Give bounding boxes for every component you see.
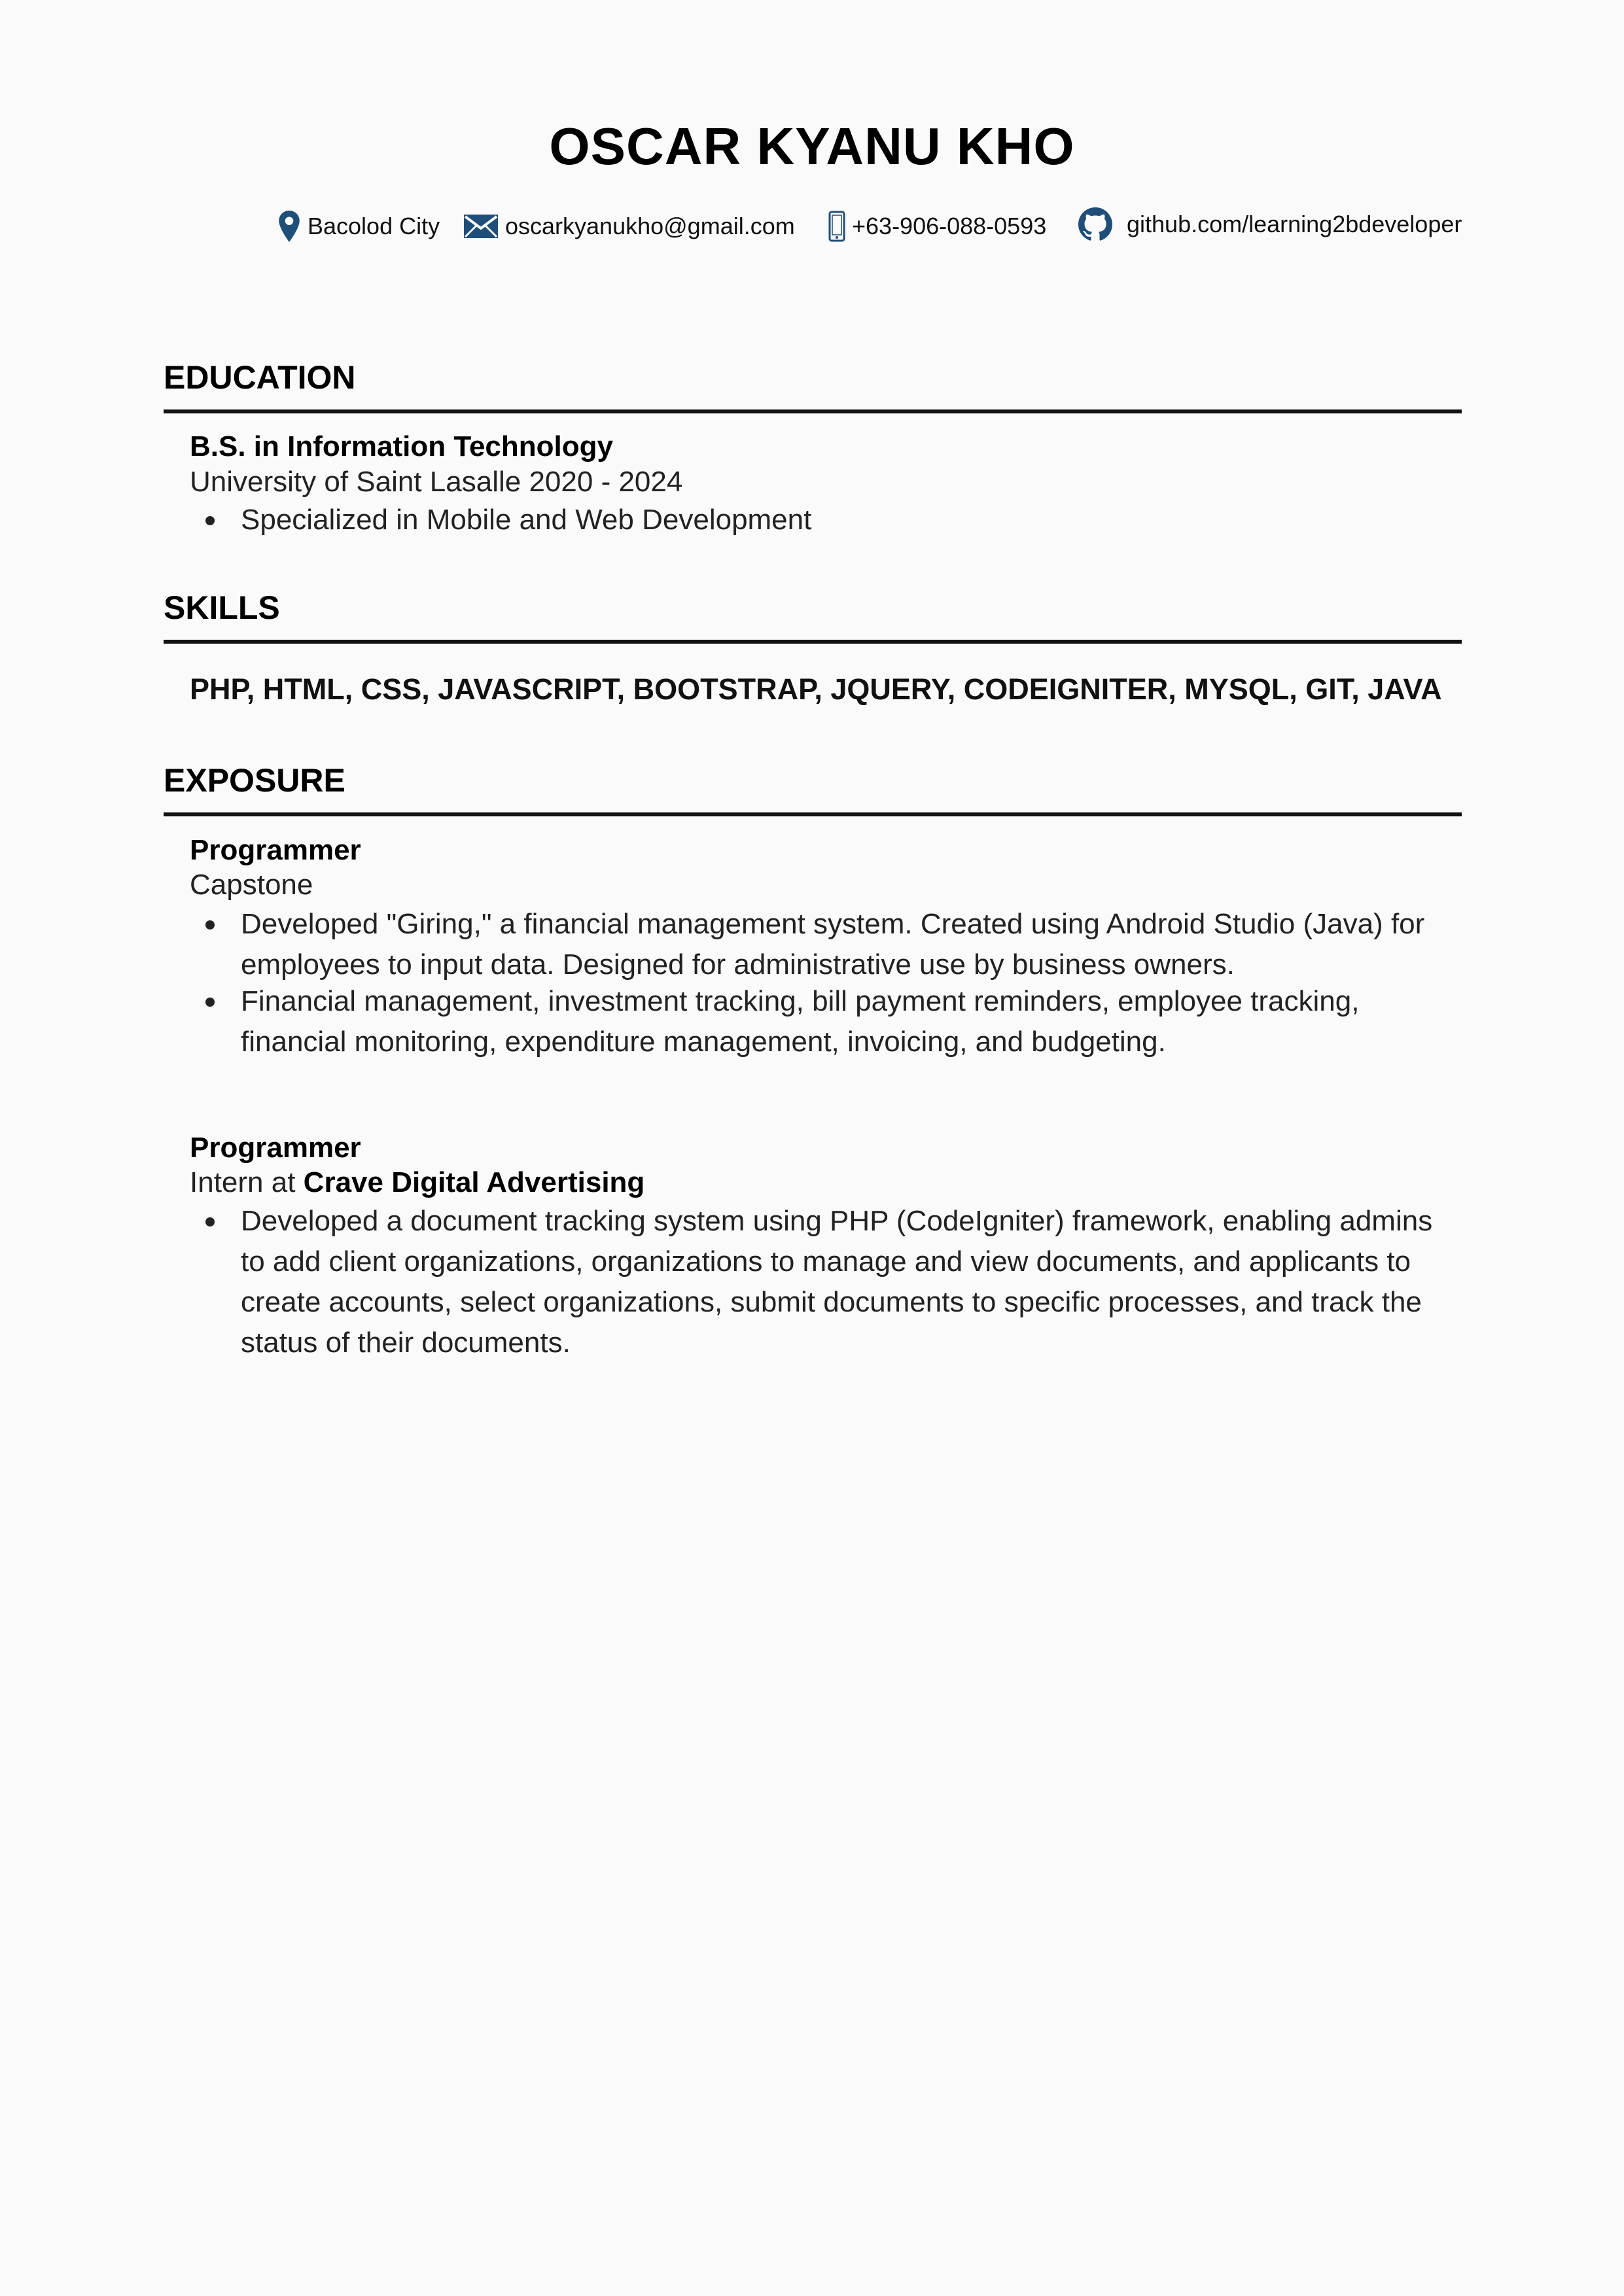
list-item: Specialized in Mobile and Web Development: [190, 500, 1453, 540]
contact-github: [1078, 205, 1462, 244]
exposure-divider: [164, 812, 1462, 816]
skills-list: PHP, HTML, CSS, JAVASCRIPT, BOOTSTRAP, JQUERY, CODEIGNITER, MYSQL, GIT, JAVA: [190, 672, 1442, 706]
role-title: Programmer: [190, 1132, 361, 1164]
skills-divider: [164, 640, 1462, 644]
contact-phone: [828, 207, 1046, 246]
degree-title: B.S. in Information Technology: [190, 430, 613, 462]
education-divider: [164, 409, 1462, 413]
exposure-bullets: [190, 904, 1453, 1062]
map-pin-icon: [277, 209, 301, 243]
mobile-phone-icon: [828, 211, 845, 242]
org-name: Crave Digital Advertising: [303, 1166, 645, 1198]
list-item: Developed "Giring," a financial management system. Created using Android Studio (Java) for employees to input data. Designed for administrative use by business owners.: [190, 904, 1453, 985]
email-link[interactable]: oscarkyanukho@gmail.com: [505, 213, 795, 239]
github-link[interactable]: github.com/learning2bdeveloper: [1127, 211, 1462, 237]
location-text: Bacolod City: [308, 213, 440, 239]
education-bullets: [190, 500, 1453, 540]
org-line: Capstone: [190, 869, 313, 901]
list-item: Developed a document tracking system using PHP (CodeIgniter) framework, enabling admins to add client organizations, organizations to manage and view documents, and applicants to create accounts, select organizations, submit documents to specific processes, and track the status of their documents.: [190, 1201, 1453, 1363]
exposure-heading: EXPOSURE: [164, 762, 345, 799]
github-icon: [1078, 207, 1112, 241]
exposure-bullets: [190, 1201, 1453, 1363]
role-title: Programmer: [190, 834, 361, 866]
skills-heading: SKILLS: [164, 589, 280, 626]
org-line: [190, 1166, 644, 1199]
envelope-icon: [463, 214, 499, 239]
contact-email: [463, 207, 795, 246]
education-heading: EDUCATION: [164, 359, 356, 396]
phone-text: +63-906-088-0593: [852, 213, 1047, 239]
contact-location: [277, 207, 440, 246]
candidate-name: OSCAR KYANU KHO: [549, 117, 1075, 175]
school-line: University of Saint Lasalle 2020 - 2024: [190, 466, 683, 498]
org-prefix: Intern at: [190, 1166, 304, 1198]
list-item: Financial management, investment tracking, bill payment reminders, employee tracking, financial monitoring, expenditure management, invoicing, and budgeting.: [190, 981, 1453, 1062]
